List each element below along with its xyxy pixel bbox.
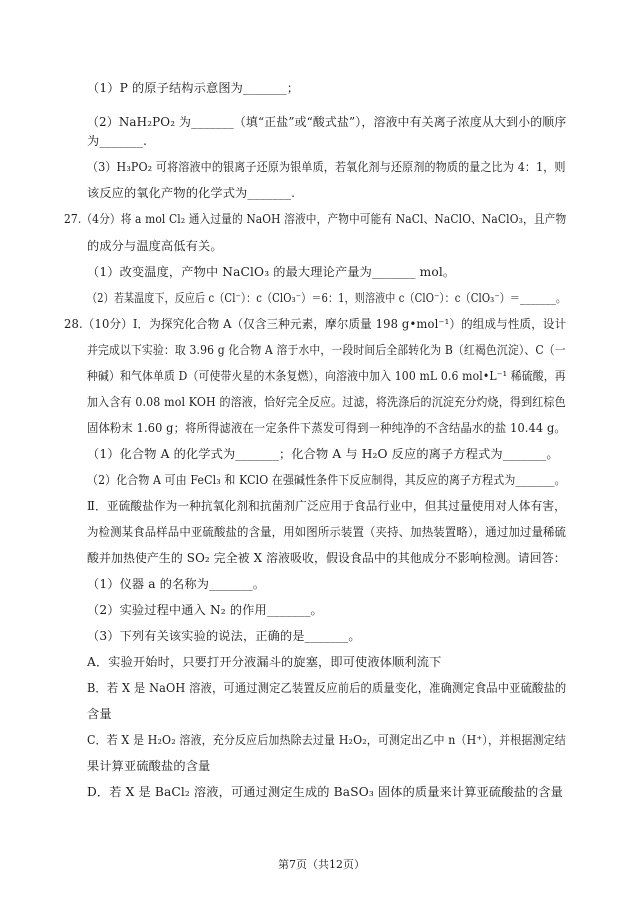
text-line: 该反应的氧化产物的化学式为_______. [87, 186, 296, 200]
text-line: （2）实验过程中通入 N₂ 的作用_______。 [87, 603, 323, 617]
text-line: 酸并加热使产生的 SO₂ 完全被 X 溶液吸收，假设食品中的其他成分不影响检测。请回答： [87, 551, 566, 565]
text-line: （2）NaH₂PO₂ 为_______（填“正盐”或“酸式盐”），溶液中有关离子浓度从大到小的顺序 [87, 115, 567, 129]
text-line: （3）下列有关该实验的说法，正确的是_______。 [87, 629, 361, 643]
text-line: 固体粉末 1.60 g；将所得滤液在一定条件下蒸发可得到一种纯净的不含结晶水的盐 10.44 g。 [87, 421, 566, 435]
text-line: 并完成以下实验：取 3.96 g 化合物 A 溶于水中，一段时间后全部转化为 B（红褐色沉淀）、C（一 [87, 343, 566, 357]
text-line: （1）改变温度，产物中 NaClO₃ 的最大理论产量为_______ mol。 [87, 265, 456, 279]
text-line: Ⅱ．亚硫酸盐作为一种抗氧化剂和抗菌剂广泛应用于食品行业中，但其过量使用对人体有害， [87, 499, 566, 513]
text-line: B．若 X 是 NaOH 溶液，可通过测定乙装置反应前后的质量变化，准确测定食品中亚硫酸盐的 [87, 681, 567, 695]
text-line: 含量 [87, 707, 112, 721]
text-line: 27.（4分）将 a mol Cl₂ 通入过量的 NaOH 溶液中，产物中可能有 NaCl、NaClO、NaClO₃，且产物 [64, 212, 567, 226]
text-line: （2）若某温度下，反应后 c（Cl⁻）：c（ClO₃⁻）＝6：1，则溶液中 c（ClO⁻）：c（ClO₃⁻）＝_______。 [87, 291, 567, 305]
text-line: （3）H₃PO₂ 可将溶液中的银离子还原为银单质，若氧化剂与还原剂的物质的量之比为 4：1，则 [87, 160, 566, 174]
text-line: （1）仪器 a 的名称为_______。 [87, 577, 266, 591]
text-line: C．若 X 是 H₂O₂ 溶液，充分反应后加热除去过量 H₂O₂，可测定出乙中 n（H⁺），并根据测定结 [87, 733, 566, 747]
text-line: 为_______. [87, 134, 148, 148]
text-line: 为检测某食品样品中亚硫酸盐的含量，用如图所示装置（夹持、加热装置略），通过加过量稀硫 [87, 525, 567, 539]
text-line: 的成分与温度高低有关。 [87, 239, 223, 253]
page-footer: 第7页（共12页） [278, 858, 365, 871]
text-line: （1）P 的原子结构示意图为_______； [87, 81, 300, 95]
text-line: （1）化合物 A 的化学式为_______；化合物 A 与 H₂O 反应的离子方程式为_______。 [87, 447, 559, 461]
text-line: 加入含有 0.08 mol KOH 的溶液，恰好完全反应。过滤，将洗涤后的沉淀充分灼烧，得到红棕色 [87, 395, 566, 409]
text-line: 28.（10分）Ⅰ．为探究化合物 A（仅含三种元素，摩尔质量 198 g•mol⁻¹）的组成与性质，设计 [64, 317, 567, 331]
text-line: 果计算亚硫酸盐的含量 [87, 759, 211, 773]
text-line: （2）化合物 A 可由 FeCl₃ 和 KClO 在强碱性条件下反应制得，其反应的离子方程式为_______。 [87, 473, 566, 487]
text-line: 种碱）和气体单质 D（可使带火星的木条复燃），向溶液中加入 100 mL 0.6 mol•L⁻¹ 稀硫酸，再 [87, 369, 566, 383]
text-line: D．若 X 是 BaCl₂ 溶液，可通过测定生成的 BaSO₃ 固体的质量来计算亚硫酸盐的含量 [87, 785, 563, 799]
text-line: A．实验开始时，只要打开分液漏斗的旋塞，即可使液体顺利流下 [87, 655, 442, 669]
